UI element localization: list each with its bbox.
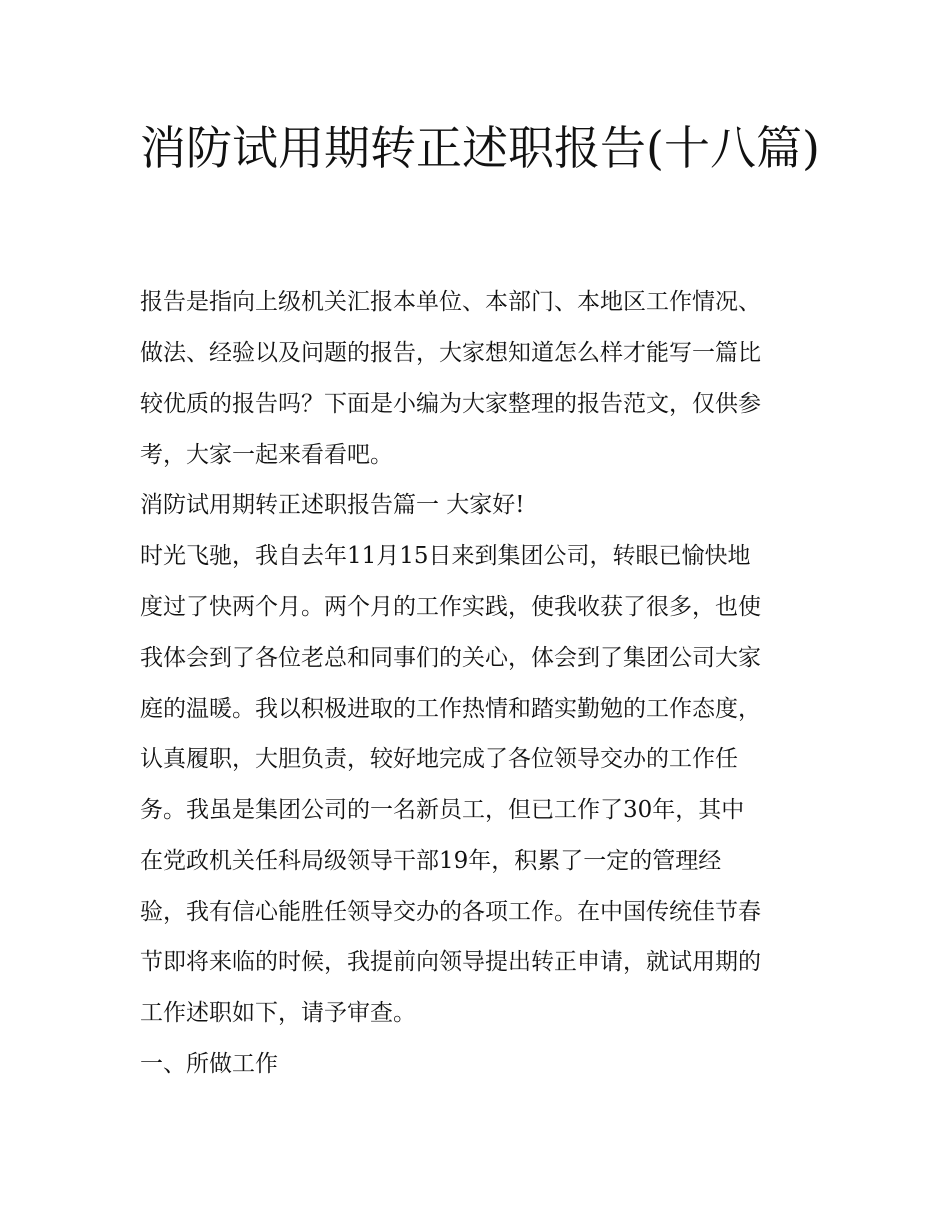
paragraph-line: 庭的温暖。我以积极进取的工作热情和踏实勤勉的工作态度， [140,696,761,722]
paragraph-line: 度过了快两个月。两个月的工作实践，使我收获了很多，也使 [140,594,761,620]
paragraph-line: 工作述职如下，请予审查。 [140,1000,416,1026]
section-heading: 消防试用期转正述职报告篇一 大家好! [140,492,525,518]
paragraph-line: 做法、经验以及问题的报告，大家想知道怎么样才能写一篇比 [140,340,761,366]
section-heading: 一、所做工作 [140,1051,278,1077]
paragraph-line: 在党政机关任科局级领导干部19年，积累了一定的管理经 [140,848,722,874]
paragraph-line: 较优质的报告吗？下面是小编为大家整理的报告范文，仅供参 [140,391,761,417]
paragraph-line: 节即将来临的时候，我提前向领导提出转正申请，就试用期的 [140,949,761,975]
paragraph-line: 时光飞驰，我自去年11月15日来到集团公司，转眼已愉快地 [140,543,751,569]
paragraph-line: 报告是指向上级机关汇报本单位、本部门、本地区工作情况、 [140,289,761,315]
paragraph-line: 认真履职，大胆负责，较好地完成了各位领导交办的工作任 [140,746,738,772]
paragraph-line: 我体会到了各位老总和同事们的关心，体会到了集团公司大家 [140,645,761,671]
paragraph-line: 务。我虽是集团公司的一名新员工，但已工作了30年，其中 [140,797,745,823]
paragraph-line: 考，大家一起来看看吧。 [140,442,393,468]
document-title: 消防试用期转正述职报告(十八篇) [140,121,820,175]
paragraph-line: 验，我有信心能胜任领导交办的各项工作。在中国传统佳节春 [140,899,761,925]
